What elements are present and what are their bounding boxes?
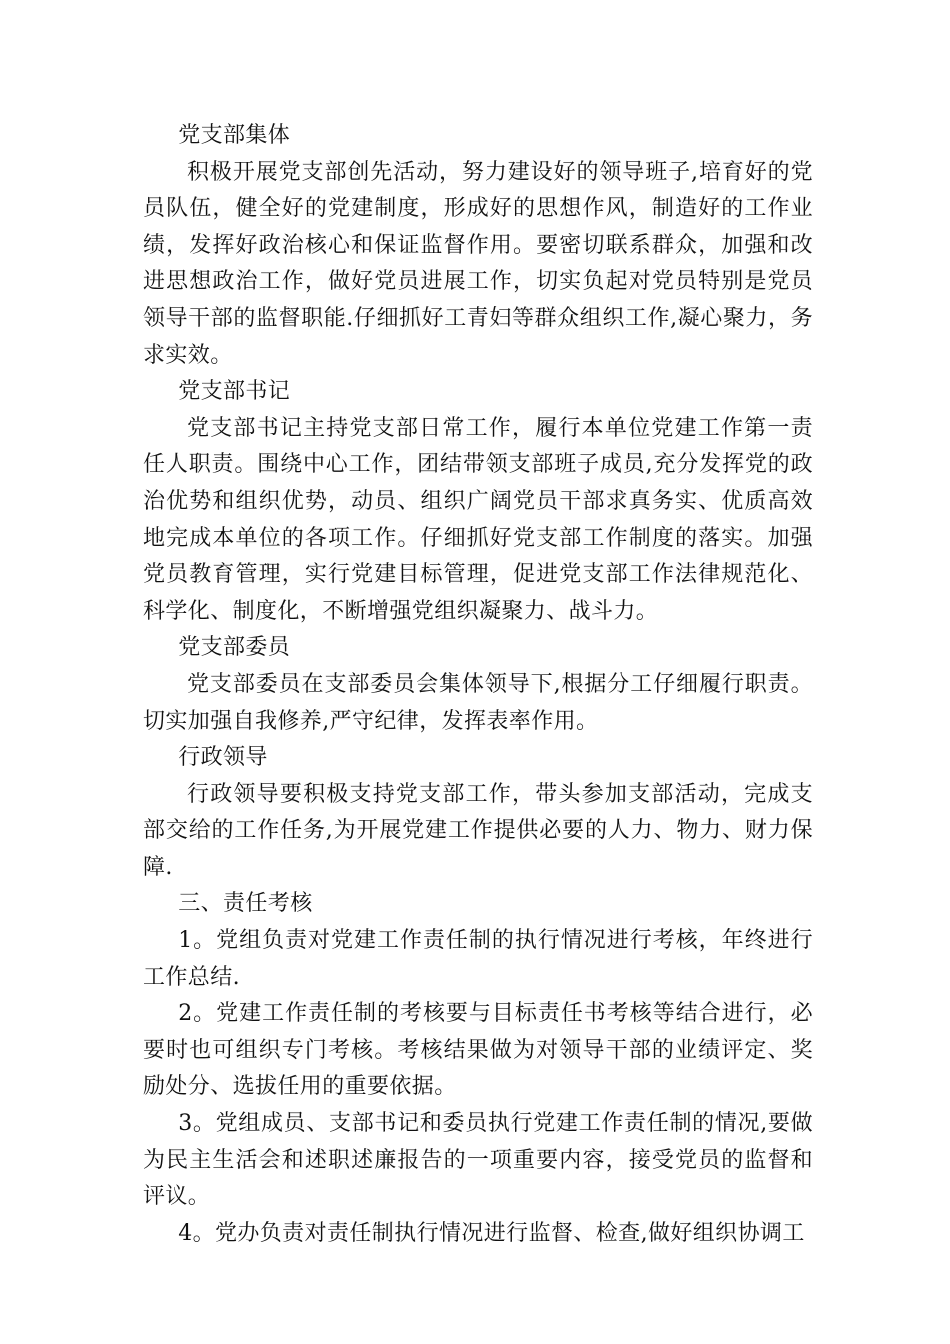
section-heading-administrative-leader: 行政领导 [178,745,268,771]
document-body [143,118,813,1252]
section-body-party-branch-collective: 积极开展党支部创先活动，努力建设好的领导班子,培育好的党员队伍，健全好的党建制度，形成好的思想作风，制造好的工作业绩，发挥好政治核心和保证监督作用。要密切联系群众，加强和改进思想政治工作，做好党员进展工作，切实负起对党员特别是党员领导干部的监督职能.仔细抓好工青妇等群众组织工作,凝心聚力，务求实效。 [143,159,813,368]
section-body-party-branch-secretary: 党支部书记主持党支部日常工作，履行本单位党建工作第一责任人职责。围绕中心工作，团结带领支部班子成员,充分发挥党的政治优势和组织优势，动员、组织广阔党员干部求真务实、优质高效地完成本单位的各项工作。仔细抓好党支部工作制度的落实。加强党员教育管理，实行党建目标管理，促进党支部工作法律规范化、科学化、制度化，不断增强党组织凝聚力、战斗力。 [143,415,813,624]
assessment-item-4: 4。党办负责对责任制执行情况进行监督、检查,做好组织协调工 [178,1220,805,1246]
section-heading-responsibility-assessment: 三、责任考核 [178,891,313,917]
section-heading-party-branch-committee-member: 党支部委员 [178,635,291,661]
section-body-administrative-leader: 行政领导要积极支持党支部工作，带头参加支部活动，完成支部交给的工作任务,为开展党建工作提供必要的人力、物力、财力保障. [143,781,813,880]
assessment-item-1: 1。党组负责对党建工作责任制的执行情况进行考核，年终进行工作总结. [143,928,813,990]
section-body-party-branch-committee-member: 党支部委员在支部委员会集体领导下,根据分工仔细履行职责。切实加强自我修养,严守纪律，发挥表率作用。 [143,671,813,734]
section-heading-party-branch-collective: 党支部集体 [178,123,291,148]
assessment-item-3: 3。党组成员、支部书记和委员执行党建工作责任制的情况,要做为民主生活会和述职述廉报告的一项重要内容，接受党员的监督和评议。 [143,1111,813,1210]
assessment-item-2: 2。党建工作责任制的考核要与目标责任书考核等结合进行，必要时也可组织专门考核。考核结果做为对领导干部的业绩评定、奖励处分、选拔任用的重要依据。 [143,1001,813,1100]
section-heading-party-branch-secretary: 党支部书记 [178,379,291,405]
